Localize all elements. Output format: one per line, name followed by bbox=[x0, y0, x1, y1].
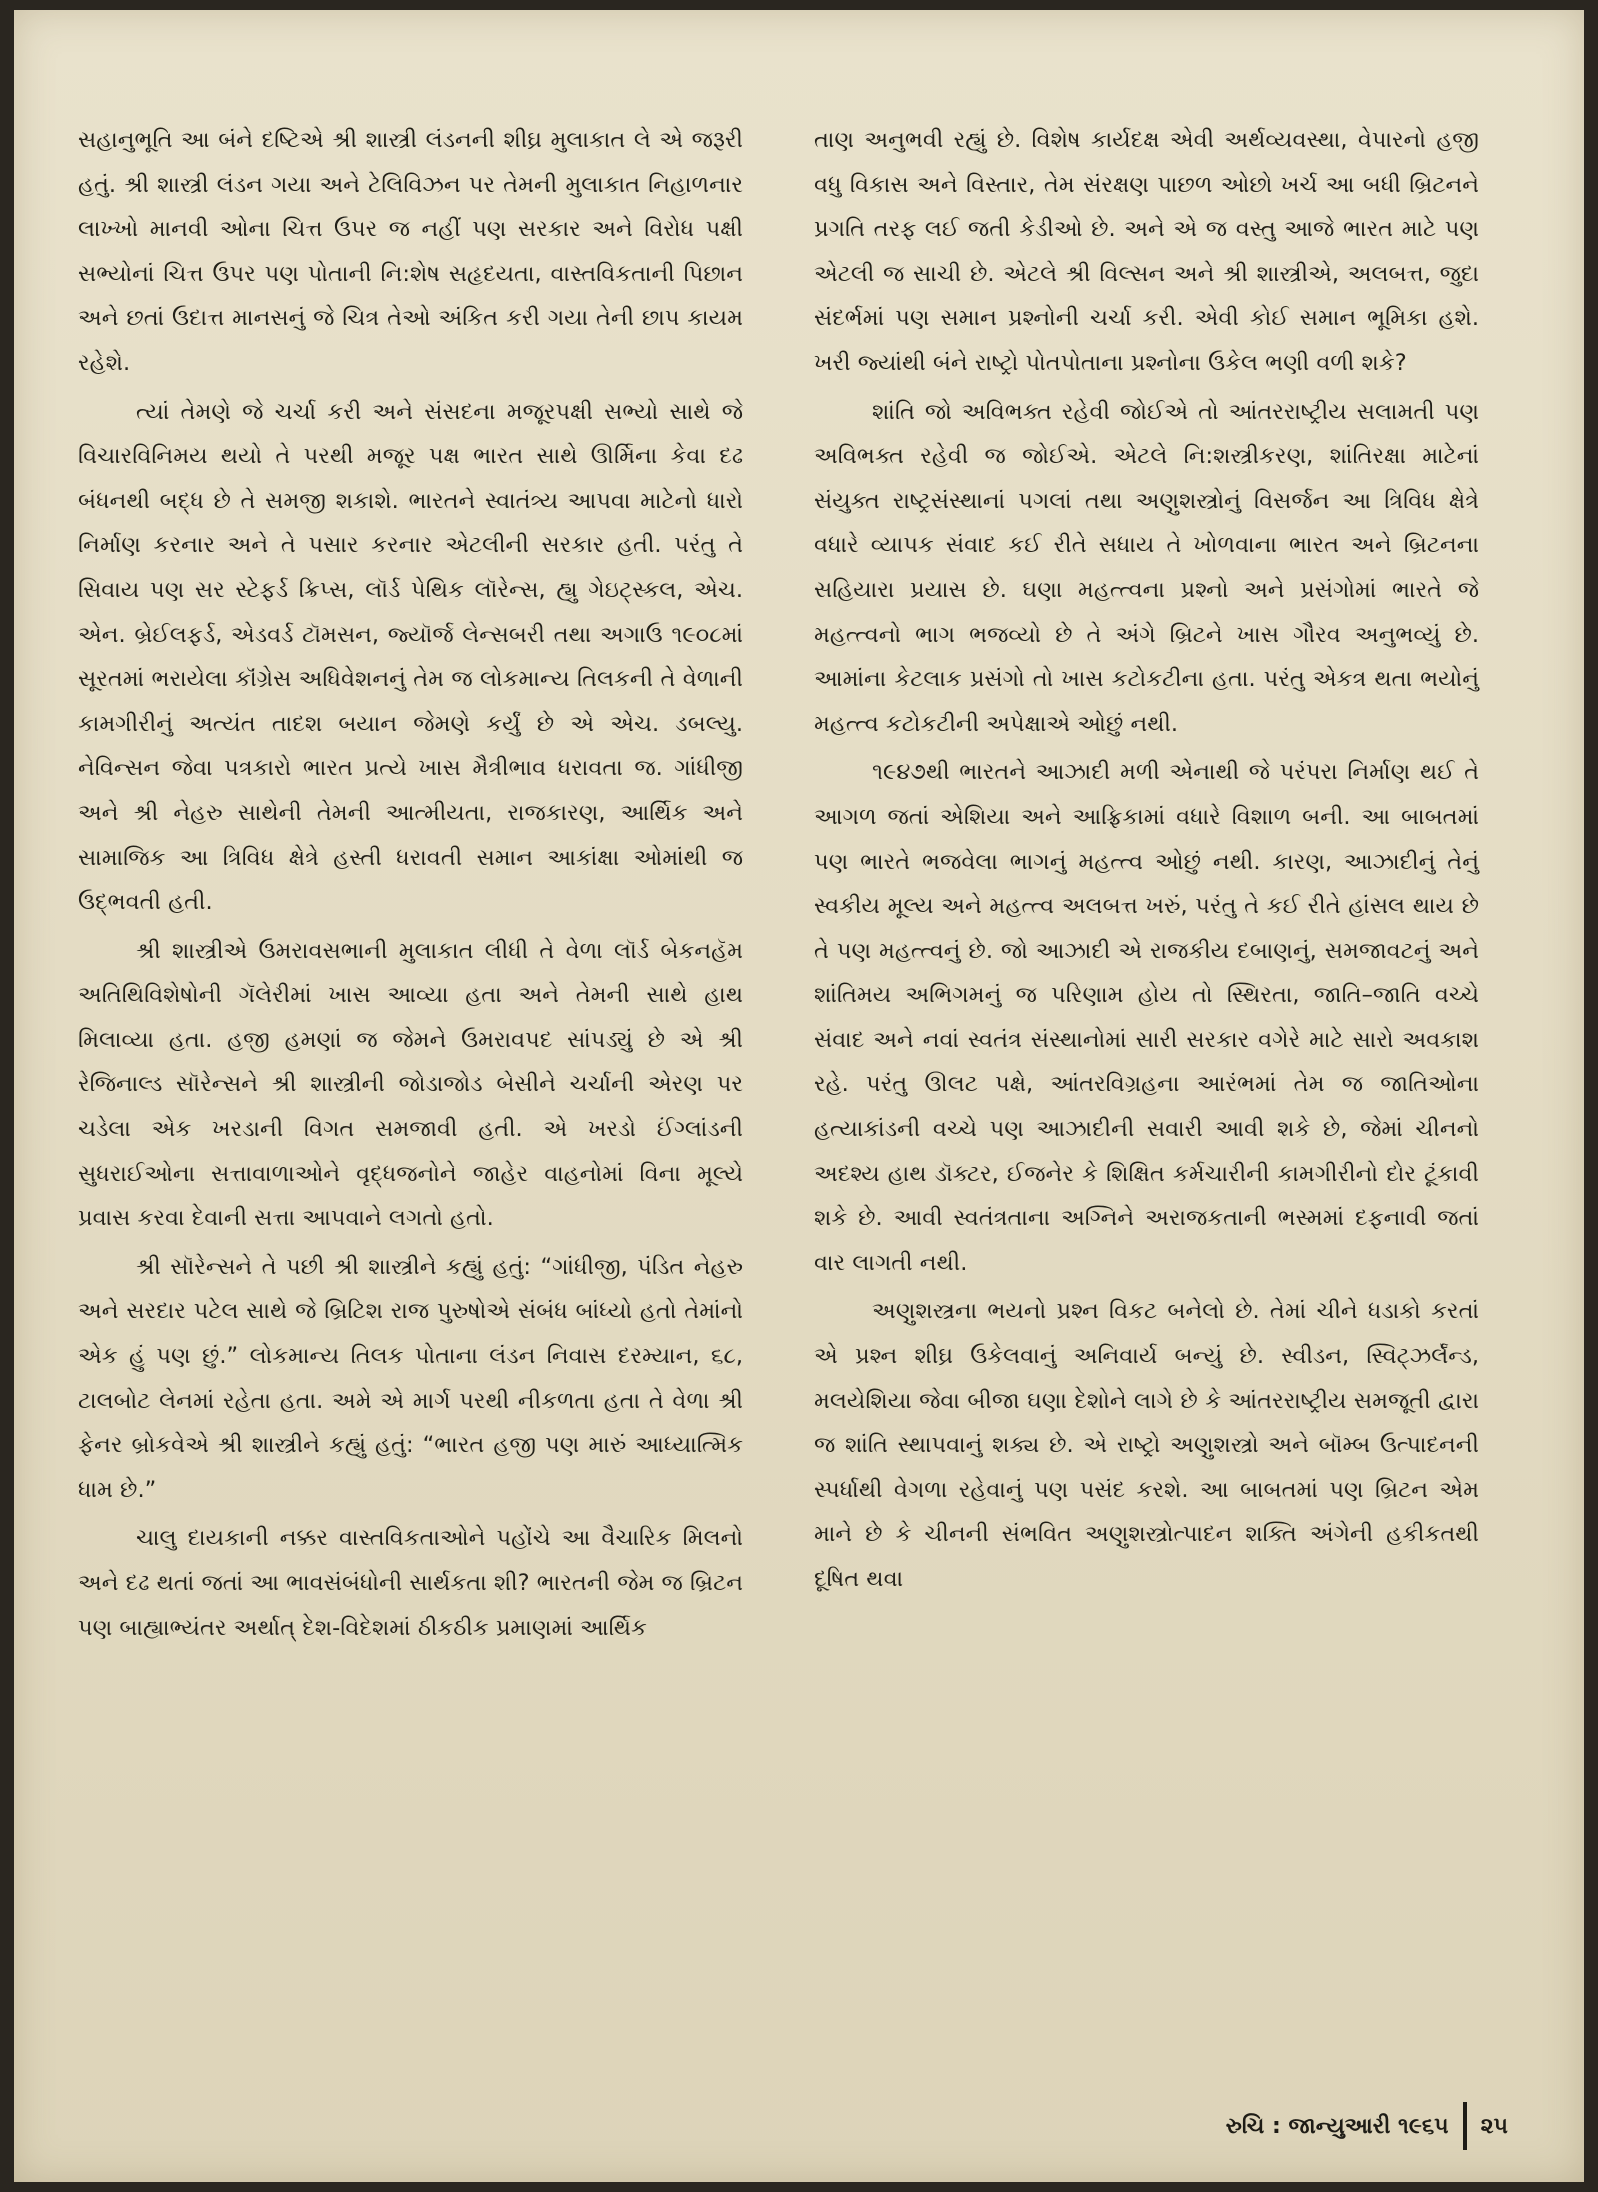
left-column bbox=[78, 118, 743, 1654]
paragraph: ત્યાં તેમણે જે ચર્ચા કરી અને સંસદના મજૂરપક્ષી સભ્યો સાથે જે વિચારવિનિમય થયો તે પરથી મજૂર પક્ષ ભારત સાથે ઊર્મિના કેવા દઢ બંધનથી બદ્ધ છે તે સમજી શકાશે. ભારતને સ્વાતંત્ર્ય આપવા માટેનો ધારો નિર્માણ કરનાર અને તે પસાર કરનાર એટલીની સરકાર હતી. પરંતુ તે સિવાય પણ સર સ્ટેફર્ડ ક્રિપ્સ, લૉર્ડ પેથિક લૉરેન્સ, હ્યુ ગેઇટ્સ્કલ, એચ. એન. બ્રેઈલફર્ડ, એડવર્ડ ટૉમસન, જ્યૉર્જ લેન્સબરી તથા અગાઉ ૧૯૦૮માં સૂરતમાં ભરાયેલા કૉંગ્રેસ અધિવેશનનું તેમ જ લોકમાન્ય તિલકની તે વેળાની કામગીરીનું અત્યંત તાદશ બયાન જેમણે કર્યું છે એ એચ. ડબલ્યુ. નેવિન્સન જેવા પત્રકારો ભારત પ્રત્યે ખાસ મૈત્રીભાવ ધરાવતા જ. ગાંધીજી અને શ્રી નેહરુ સાથેની તેમની આત્મીયતા, રાજકારણ, આર્થિક અને સામાજિક આ ત્રિવિધ ક્ષેત્રે હસ્તી ધરાવતી સમાન આકાંક્ષા ઓમાંથી જ ઉદ્‌ભવતી હતી. bbox=[78, 398, 743, 916]
paragraph: ૧૯૪૭થી ભારતને આઝાદી મળી એનાથી જે પરંપરા નિર્માણ થઈ તે આગળ જતાં એશિયા અને આફ્રિકામાં વધારે વિશાળ બની. આ બાબતમાં પણ ભારતે ભજવેલા ભાગનું મહત્ત્વ ઓછું નથી. કારણ, આઝાદીનું તેનું સ્વકીય મૂલ્ય અને મહત્ત્વ અલબત્ત ખરું, પરંતુ તે કઈ રીતે હાંસલ થાય છે તે પણ મહત્ત્વનું છે. જો આઝાદી એ રાજકીય દબાણનું, સમજાવટનું અને શાંતિમય અભિગમનું જ પરિણામ હોય તો સ્થિરતા, જાતિ–જાતિ વચ્ચે સંવાદ અને નવાં સ્વતંત્ર સંસ્થાનોમાં સારી સરકાર વગેરે માટે સારો અવકાશ રહે. પરંતુ ઊલટ પક્ષે, આંતરવિગ્રહના આરંભમાં તેમ જ જાતિઓના હત્યાકાંડની વચ્ચે પણ આઝાદીની સવારી આવી શકે છે, જેમાં ચીનનો અદશ્ય હાથ ડૉક્ટર, ઈજનેર કે શિક્ષિત કર્મચારીની કામગીરીનો દોર ટૂંકાવી શકે છે. આવી સ્વતંત્રતાના અગ્નિને અરાજકતાની ભસ્મમાં દફનાવી જતાં વાર લાગતી નથી. bbox=[814, 759, 1479, 1276]
paragraph: અણુશસ્ત્રના ભયનો પ્રશ્ન વિકટ બનેલો છે. તેમાં ચીને ધડાકો કરતાં એ પ્રશ્ન શીઘ્ર ઉકેલવાનું અનિવાર્ય બન્યું છે. સ્વીડન, સ્વિટ્ઝર્લૅન્ડ, મલયેશિયા જેવા બીજા ઘણા દેશોને લાગે છે કે આંતરરાષ્ટ્રીય સમજૂતી દ્વારા જ શાંતિ સ્થાપવાનું શક્ય છે. એ રાષ્ટ્રો અણુશસ્ત્રો અને બૉમ્બ ઉત્પાદનની સ્પર્ધાથી વેગળા રહેવાનું પણ પસંદ કરશે. આ બાબતમાં પણ બ્રિટન એમ માને છે કે ચીનની સંભવિત અણુશસ્ત્રોત્પાદન શક્તિ અંગેની હકીકતથી દૂષિત થવા bbox=[814, 1298, 1479, 1592]
magazine-page bbox=[14, 10, 1584, 2182]
paragraph: તાણ અનુભવી રહ્યું છે. વિશેષ કાર્યદક્ષ એવી અર્થવ્યવસ્થા, વેપારનો હજી વધુ વિકાસ અને વિસ્તાર, તેમ સંરક્ષણ પાછળ ઓછો ખર્ચ આ બધી બ્રિટનને પ્રગતિ તરફ લઈ જતી કેડીઓ છે. અને એ જ વસ્તુ આજે ભારત માટે પણ એટલી જ સાચી છે. એટલે શ્રી વિલ્સન અને શ્રી શાસ્ત્રીએ, અલબત્ત, જુદા સંદર્ભમાં પણ સમાન પ્રશ્નોની ચર્ચા કરી. એવી કોઈ સમાન ભૂમિકા હશે. ખરી જ્યાંથી બંને રાષ્ટ્રો પોતપોતાના પ્રશ્નોના ઉકેલ ભણી વળી શકે? bbox=[814, 127, 1479, 376]
right-column bbox=[814, 118, 1479, 1606]
page-number: ૨૫ bbox=[1480, 2113, 1508, 2139]
page-footer bbox=[1226, 2106, 1508, 2146]
footer-divider bbox=[1463, 2102, 1467, 2150]
paragraph: ચાલુ દાયકાની નક્કર વાસ્તવિકતાઓને પહોંચે આ વૈચારિક મિલનો અને દઢ થતાં જતાં આ ભાવસંબંધોની સાર્થકતા શી? ભારતની જેમ જ બ્રિટન પણ બાહ્યાભ્યંતર અર્થાત્ દેશ-વિદેશમાં ઠીકઠીક પ્રમાણમાં આર્થિક bbox=[78, 1525, 743, 1641]
paragraph: શાંતિ જો અવિભક્ત રહેવી જોઈએ તો આંતરરાષ્ટ્રીય સલામતી પણ અવિભક્ત રહેવી જ જોઈએ. એટલે નિ:શસ્ત્રીકરણ, શાંતિરક્ષા માટેનાં સંયુક્ત રાષ્ટ્રસંસ્થાનાં પગલાં તથા અણુશસ્ત્રોનું વિસર્જન આ ત્રિવિધ ક્ષેત્રે વધારે વ્યાપક સંવાદ કઈ રીતે સધાય તે ખોળવાના ભારત અને બ્રિટનના સહિયારા પ્રયાસ છે. ઘણા મહત્ત્વના પ્રશ્નો અને પ્રસંગોમાં ભારતે જે મહત્ત્વનો ભાગ ભજવ્યો છે તે અંગે બ્રિટને ખાસ ગૌરવ અનુભવ્યું છે. આમાંના કેટલાક પ્રસંગો તો ખાસ કટોકટીના હતા. પરંતુ એકત્ર થતા ભયોનું મહત્ત્વ કટોકટીની અપેક્ષાએ ઓછું નથી. bbox=[814, 398, 1479, 737]
magazine-issue-label: રુચિ : જાન્યુઆરી ૧૯૬૫ bbox=[1225, 2113, 1449, 2139]
paragraph: શ્રી સૉરેન્સને તે પછી શ્રી શાસ્ત્રીને કહ્યું હતું: “ગાંધીજી, પંડિત નેહરુ અને સરદાર પટેલ સાથે જે બ્રિટિશ રાજ પુરુષોએ સંબંધ બાંધ્યો હતો તેમાંનો એક હું પણ છું.” લોકમાન્ય તિલક પોતાના લંડન નિવાસ દરમ્યાન, ૬૮, ટાલબોટ લેનમાં રહેતા હતા. અમે એ માર્ગ પરથી નીકળતા હતા તે વેળા શ્રી ફેનર બ્રોકવેએ શ્રી શાસ્ત્રીને કહ્યું હતું: “ભારત હજી પણ મારું આધ્યાત્મિક ધામ છે.” bbox=[78, 1253, 743, 1503]
paragraph: સહાનુભૂતિ આ બંને દષ્ટિએ શ્રી શાસ્ત્રી લંડનની શીઘ્ર મુલાકાત લે એ જરૂરી હતું. શ્રી શાસ્ત્રી લંડન ગયા અને ટેલિવિઝન પર તેમની મુલાકાત નિહાળનાર લાખ્ખો માનવી ઓના ચિત્ત ઉપર જ નહીં પણ સરકાર અને વિરોધ પક્ષી સભ્યોનાં ચિત્ત ઉપર પણ પોતાની નિ:શેષ સહૃદયતા, વાસ્તવિકતાની પિછાન અને છતાં ઉદાત્ત માનસનું જે ચિત્ર તેઓ અંકિત કરી ગયા તેની છાપ કાયમ રહેશે. bbox=[78, 127, 743, 376]
paragraph: શ્રી શાસ્ત્રીએ ઉમરાવસભાની મુલાકાત લીધી તે વેળા લૉર્ડ બેકનહૅમ અતિથિવિશેષોની ગૅલેરીમાં ખાસ આવ્યા હતા અને તેમની સાથે હાથ મિલાવ્યા હતા. હજી હમણાં જ જેમને ઉમરાવપદ સાંપડ્યું છે એ શ્રી રેજિનાલ્ડ સૉરેન્સને શ્રી શાસ્ત્રીની જોડાજોડ બેસીને ચર્ચાની એરણ પર ચડેલા એક ખરડાની વિગત સમજાવી હતી. એ ખરડો ઈંગ્લાંડની સુધરાઈઓના સત્તાવાળાઓને વૃદ્ધજનોને જાહેર વાહનોમાં વિના મૂલ્યે પ્રવાસ કરવા દેવાની સત્તા આપવાને લગતો હતો. bbox=[78, 937, 743, 1232]
